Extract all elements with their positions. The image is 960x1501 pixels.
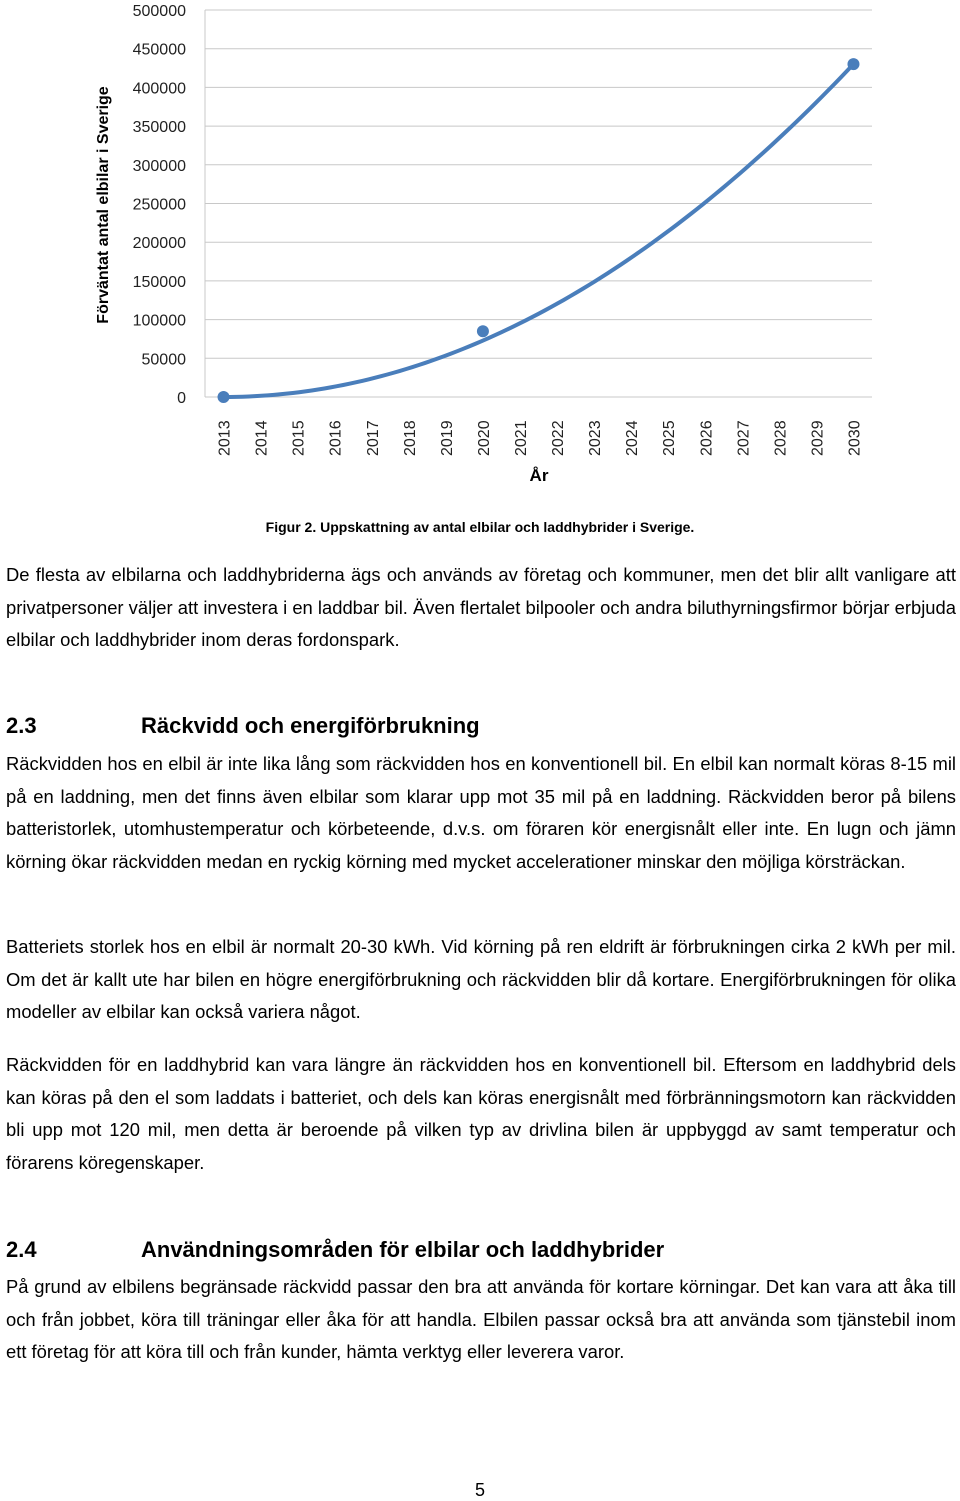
- x-tick-label: 2014: [253, 420, 271, 456]
- section-2-3-paragraph-2: Batteriets storlek hos en elbil är normalt 20-30 kWh. Vid körning på ren eldrift är förbrukningen cirka 2 kWh per mil. Om det är kallt ute har bilen en högre energiförbrukning och räckvidden blir då kortare. Energiförbrukningen för olika modeller av elbilar kan också variera något.: [6, 936, 956, 1023]
- y-tick-label: 100000: [132, 312, 186, 330]
- section-title: Räckvidd och energiförbrukning: [141, 713, 480, 738]
- x-tick-label: 2013: [216, 420, 234, 456]
- section-title: Användningsområden för elbilar och laddhybrider: [141, 1237, 665, 1262]
- x-tick-label: 2023: [587, 420, 605, 456]
- section-number: 2.3: [6, 713, 37, 738]
- y-tick-label: 250000: [132, 196, 186, 214]
- x-tick-label: 2018: [401, 420, 419, 456]
- y-tick-label: 300000: [132, 157, 186, 175]
- x-tick-label: 2028: [772, 420, 790, 456]
- x-tick-label: 2022: [550, 420, 568, 456]
- y-tick-label: 500000: [132, 3, 186, 20]
- series-markers: [218, 58, 860, 403]
- section-2-4-paragraph-1: På grund av elbilens begränsade räckvidd passar den bra att använda för kortare körningar. Det kan vara att åka till och från jobbet, köra till träningar eller åka för att handla. Elbilen passar också bra att använda som tjänstebil inom ett företag för att köra till och från kunder, hämta verktyg eller leverera varor.: [6, 1276, 956, 1363]
- x-tick-label: 2030: [846, 420, 864, 456]
- x-tick-label: 2025: [661, 420, 679, 456]
- intro-paragraph: De flesta av elbilarna och laddhybriderna ägs och används av företag och kommuner, men det blir allt vanligare att privatpersoner väljer att investera i en laddbar bil. Även flertalet bilpooler och andra biluthyrningsfirmor börjar erbjuda elbilar och laddhybrider inom deras fordonspark.: [6, 564, 956, 651]
- y-tick-label: 50000: [141, 351, 186, 369]
- y-tick-label: 200000: [132, 235, 186, 253]
- y-tick-label: 400000: [132, 80, 186, 98]
- x-tick-label: 2019: [438, 420, 456, 456]
- y-tick-label: 350000: [132, 119, 186, 137]
- x-tick-label: 2015: [290, 420, 308, 456]
- chart-gridlines: [205, 10, 872, 397]
- x-tick-label: 2021: [512, 420, 530, 456]
- x-tick-label: 2027: [735, 420, 753, 456]
- section-2-3-paragraph-1: Räckvidden hos en elbil är inte lika lång som räckvidden hos en konventionell bil. En elbil kan normalt köras 8-15 mil på en laddning, men det finns även elbilar som klarar upp mot 35 mil på en laddning. Räckvidden beror på bilens batteristorlek, utomhustemperatur och körbeteende, d.v.s. om föraren kör energisnålt eller inte. En lugn och jämn körning ökar räckvidden medan en ryckig körning med mycket accelerationer minskar den möjliga körsträckan.: [6, 753, 956, 872]
- x-tick-label: 2029: [809, 420, 827, 456]
- section-heading-2-3: [6, 713, 480, 739]
- y-axis-label: Förväntat antal elbilar i Sverige: [95, 86, 112, 324]
- x-tick-label: 2024: [624, 420, 642, 456]
- page-number: 5: [474, 1480, 485, 1500]
- line-chart: [0, 0, 960, 500]
- y-tick-label: 150000: [132, 273, 186, 291]
- x-axis-ticks: [217, 420, 864, 456]
- x-tick-label: 2020: [475, 420, 493, 456]
- data-point: [477, 325, 489, 337]
- data-point: [218, 391, 230, 403]
- section-number: 2.4: [6, 1237, 37, 1262]
- y-axis-ticks: [133, 3, 186, 407]
- y-tick-label: 0: [177, 390, 186, 407]
- y-tick-label: 450000: [132, 41, 186, 59]
- data-point: [847, 58, 859, 70]
- series-line: [224, 64, 854, 397]
- section-2-3-paragraph-3: Räckvidden för en laddhybrid kan vara längre än räckvidden hos en konventionell bil. Eftersom en laddhybrid dels kan köras på den el som laddats i batteriet, och dels kan köras energisnålt med förbränningsmotorn kan räckvidden bli upp mot 120 mil, men detta är beroende på vilken typ av drivlina bilen är uppbyggd av samt temperatur och förarens köregenskaper.: [6, 1054, 956, 1173]
- x-tick-label: 2017: [364, 420, 382, 456]
- x-axis-label: År: [529, 466, 549, 485]
- section-heading-2-4: [6, 1237, 664, 1263]
- figure-caption: Figur 2. Uppskattning av antal elbilar och laddhybrider i Sverige.: [265, 519, 695, 535]
- x-tick-label: 2026: [698, 420, 716, 456]
- x-tick-label: 2016: [327, 420, 345, 456]
